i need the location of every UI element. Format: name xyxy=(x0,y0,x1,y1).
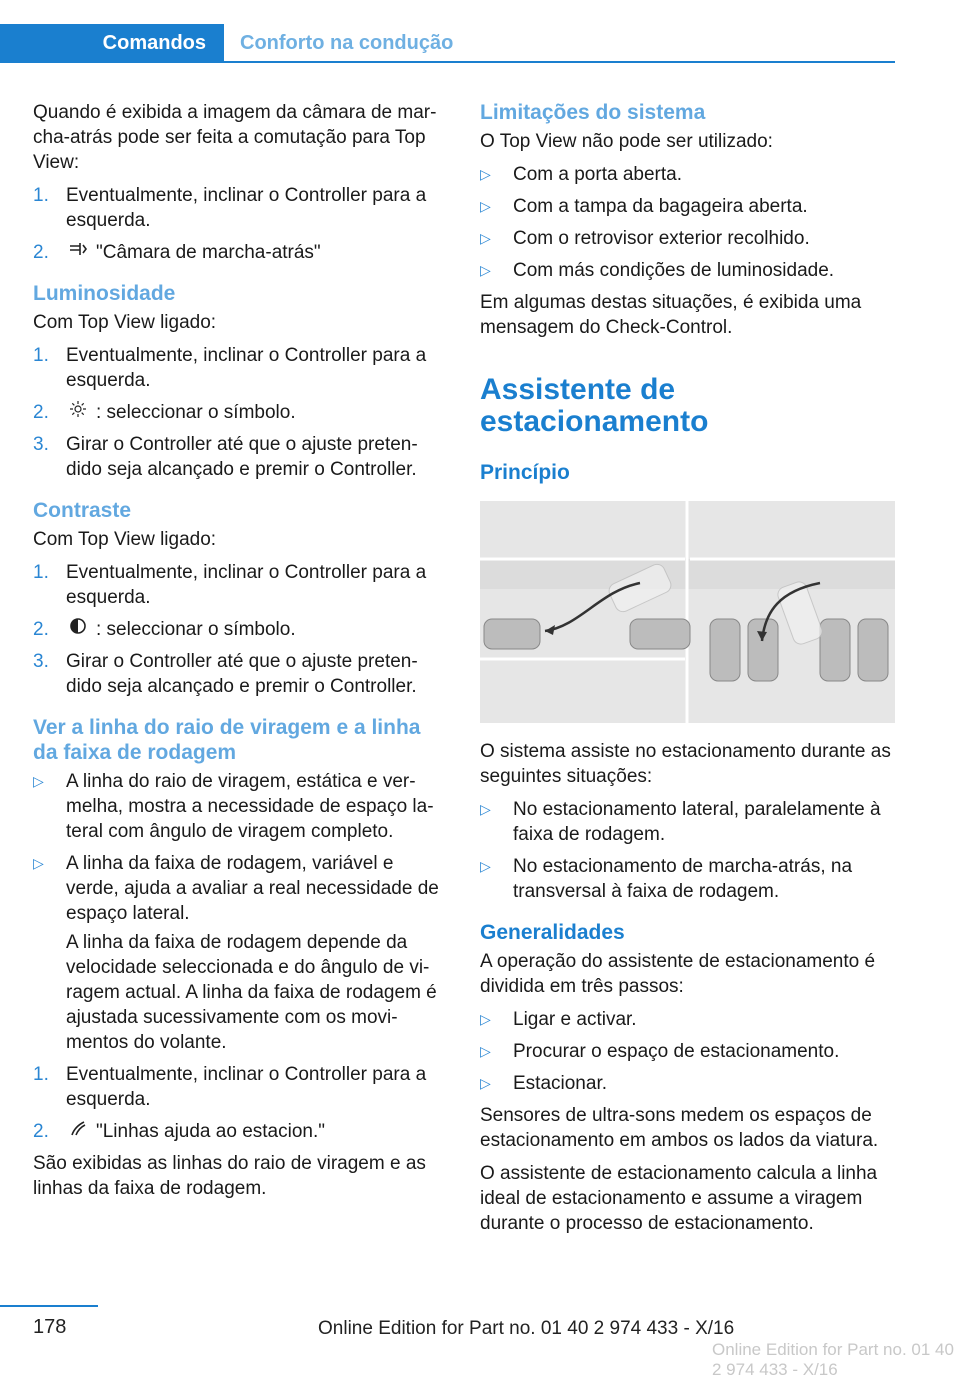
parking-illustration xyxy=(480,501,895,723)
bullet-arrow-icon: ▷ xyxy=(480,198,491,214)
generalidades-text: A operação do assistente de estacionamento é dividida em três passos: xyxy=(480,951,876,997)
bullet-text: A linha do raio de viragem, estática e ver-melha, mostra a necessidade de espaço la-teral com ângulo de viragem completo. xyxy=(66,771,434,842)
left-column xyxy=(33,100,448,1209)
step-number: 1. xyxy=(33,185,49,206)
tab-comandos[interactable]: Comandos xyxy=(0,24,224,62)
tab-conforto-conducao[interactable]: Conforto na condução xyxy=(240,31,454,54)
linhas-closing: São exibidas as linhas do raio de viragem e as linhas da faixa de rodagem. xyxy=(33,1153,426,1199)
luminosidade-steps xyxy=(33,343,448,482)
list-item xyxy=(480,1007,898,1032)
linhas-bullets xyxy=(33,769,448,1055)
bullet-text: Com a porta aberta. xyxy=(513,164,682,185)
step-label: : seleccionar o símbolo. xyxy=(96,402,296,423)
list-item xyxy=(33,1062,448,1112)
bullet-arrow-icon: ▷ xyxy=(33,773,44,789)
step-label: : seleccionar o símbolo. xyxy=(96,619,296,640)
list-item xyxy=(480,1071,898,1096)
parking-lines-icon xyxy=(66,1119,90,1144)
intro-paragraph: Quando é exibida a imagem da câmara de mar-cha-atrás pode ser feita a comutação para Top View: xyxy=(33,102,437,173)
step-text-with-icon xyxy=(66,400,448,425)
step-number: 2. xyxy=(33,1121,49,1142)
limitacoes-bullets xyxy=(480,162,898,283)
header-divider xyxy=(0,61,895,63)
section-heading-limitacoes: Limitações do sistema xyxy=(480,101,706,124)
bullet-arrow-icon: ▷ xyxy=(480,166,491,182)
list-item xyxy=(480,258,898,283)
generalidades-bullets xyxy=(480,1007,898,1096)
list-item xyxy=(33,432,448,482)
bullet-arrow-icon: ▷ xyxy=(480,262,491,278)
list-item xyxy=(33,400,448,425)
step-text-with-icon xyxy=(66,240,448,265)
bullet-text: No estacionamento de marcha-atrás, na transversal à faixa de rodagem. xyxy=(513,856,853,902)
brightness-icon xyxy=(66,400,90,425)
bullet-text: Ligar e activar. xyxy=(513,1009,637,1030)
list-item xyxy=(33,769,448,844)
bullet-arrow-icon: ▷ xyxy=(480,1075,491,1091)
list-item xyxy=(33,183,448,233)
bullet-arrow-icon: ▷ xyxy=(480,858,491,874)
bullet-text: Com o retrovisor exterior recolhido. xyxy=(513,228,810,249)
luminosidade-lead: Com Top View ligado: xyxy=(33,312,217,333)
step-text-with-icon xyxy=(66,617,448,642)
list-item xyxy=(480,162,898,187)
section-heading-generalidades: Generalidades xyxy=(480,921,625,944)
bullet-arrow-icon: ▷ xyxy=(480,1043,491,1059)
list-item xyxy=(33,560,448,610)
linhas-steps xyxy=(33,1062,448,1144)
page-number: 178 xyxy=(33,1316,67,1338)
generalidades-para1: Sensores de ultra-sons medem os espaços de estacionamento em ambos os lados da viatura. xyxy=(480,1105,879,1151)
bullet-arrow-icon: ▷ xyxy=(480,801,491,817)
bullet-arrow-icon: ▷ xyxy=(33,855,44,871)
contraste-lead: Com Top View ligado: xyxy=(33,529,217,550)
contraste-steps xyxy=(33,560,448,699)
step-number: 1. xyxy=(33,562,49,583)
step-number: 1. xyxy=(33,1064,49,1085)
step-text-with-icon xyxy=(66,1119,448,1144)
list-item xyxy=(480,1039,898,1064)
limitacoes-lead: O Top View não pode ser utilizado: xyxy=(480,131,773,152)
list-item xyxy=(33,343,448,393)
step-number: 1. xyxy=(33,345,49,366)
bullet-text: Com a tampa da bagageira aberta. xyxy=(513,196,808,217)
contrast-icon xyxy=(66,617,90,642)
page-header xyxy=(0,0,960,64)
list-item xyxy=(33,617,448,642)
section-heading-contraste: Contraste xyxy=(33,499,132,522)
generalidades-para2: O assistente de estacionamento calcula a linha ideal de estacionamento e assume a viragem durante o processo de estacionamento. xyxy=(480,1163,878,1234)
bullet-text: Com más condições de luminosidade. xyxy=(513,260,835,281)
bullet-text: No estacionamento lateral, paralelamente à faixa de rodagem. xyxy=(513,799,881,845)
bullet-text xyxy=(66,851,448,1055)
step-text: Girar o Controller até que o ajuste preten-dido seja alcançado e premir o Controller. xyxy=(66,434,418,480)
intro-steps xyxy=(33,183,448,265)
list-item xyxy=(33,240,448,265)
edition-text: Online Edition for Part no. 01 40 2 974 433 - X/16 xyxy=(318,1318,735,1339)
step-number: 2. xyxy=(33,619,49,640)
step-label: "Câmara de marcha-atrás" xyxy=(96,242,321,263)
list-item xyxy=(480,854,898,904)
step-text: Eventualmente, inclinar o Controller para a esquerda. xyxy=(66,185,427,231)
bullet-arrow-icon: ▷ xyxy=(480,1011,491,1027)
principio-text: O sistema assiste no estacionamento durante as seguintes situações: xyxy=(480,741,891,787)
list-item xyxy=(480,194,898,219)
section-heading-linhas: Ver a linha do raio de viragem e a linha da faixa de rodagem xyxy=(33,716,421,764)
step-number: 3. xyxy=(33,434,49,455)
step-text: Eventualmente, inclinar o Controller para a esquerda. xyxy=(66,345,427,391)
limitacoes-closing: Em algumas destas situações, é exibida uma mensagem do Check-Control. xyxy=(480,292,862,338)
step-text: Eventualmente, inclinar o Controller para a esquerda. xyxy=(66,562,427,608)
rear-camera-icon xyxy=(66,240,90,265)
step-text: Girar o Controller até que o ajuste preten-dido seja alcançado e premir o Controller. xyxy=(66,651,418,697)
list-item xyxy=(480,797,898,847)
right-column xyxy=(480,100,898,1244)
bullet-arrow-icon: ▷ xyxy=(480,230,491,246)
section-heading-principio: Princípio xyxy=(480,461,570,484)
footer-divider xyxy=(0,1305,98,1307)
principio-bullets xyxy=(480,797,898,904)
watermark: Online Edition for Part no. 01 40 2 974 433 - X/16 xyxy=(712,1340,954,1379)
step-text: Eventualmente, inclinar o Controller para a esquerda. xyxy=(66,1064,427,1110)
bullet-text: Estacionar. xyxy=(513,1073,607,1094)
bullet-subparagraph: A linha da faixa de rodagem depende da velocidade seleccionada e do ângulo de vi-ragem actual. A linha da faixa de rodagem é ajustada sucessivamente com os movi-mentos do volante. xyxy=(66,932,437,1053)
step-number: 3. xyxy=(33,651,49,672)
step-label: "Linhas ajuda ao estacion." xyxy=(96,1121,325,1142)
bullet-text: Procurar o espaço de estacionamento. xyxy=(513,1041,840,1062)
list-item xyxy=(33,649,448,699)
list-item xyxy=(480,226,898,251)
step-number: 2. xyxy=(33,402,49,423)
step-number: 2. xyxy=(33,242,49,263)
list-item xyxy=(33,1119,448,1144)
list-item xyxy=(33,851,448,1055)
section-heading-luminosidade: Luminosidade xyxy=(33,282,176,305)
section-title: Assistente de estacionamento xyxy=(480,373,709,438)
bullet-text-main: A linha da faixa de rodagem, variável e verde, ajuda a avaliar a real necessidade de espaço lateral. xyxy=(66,853,439,924)
